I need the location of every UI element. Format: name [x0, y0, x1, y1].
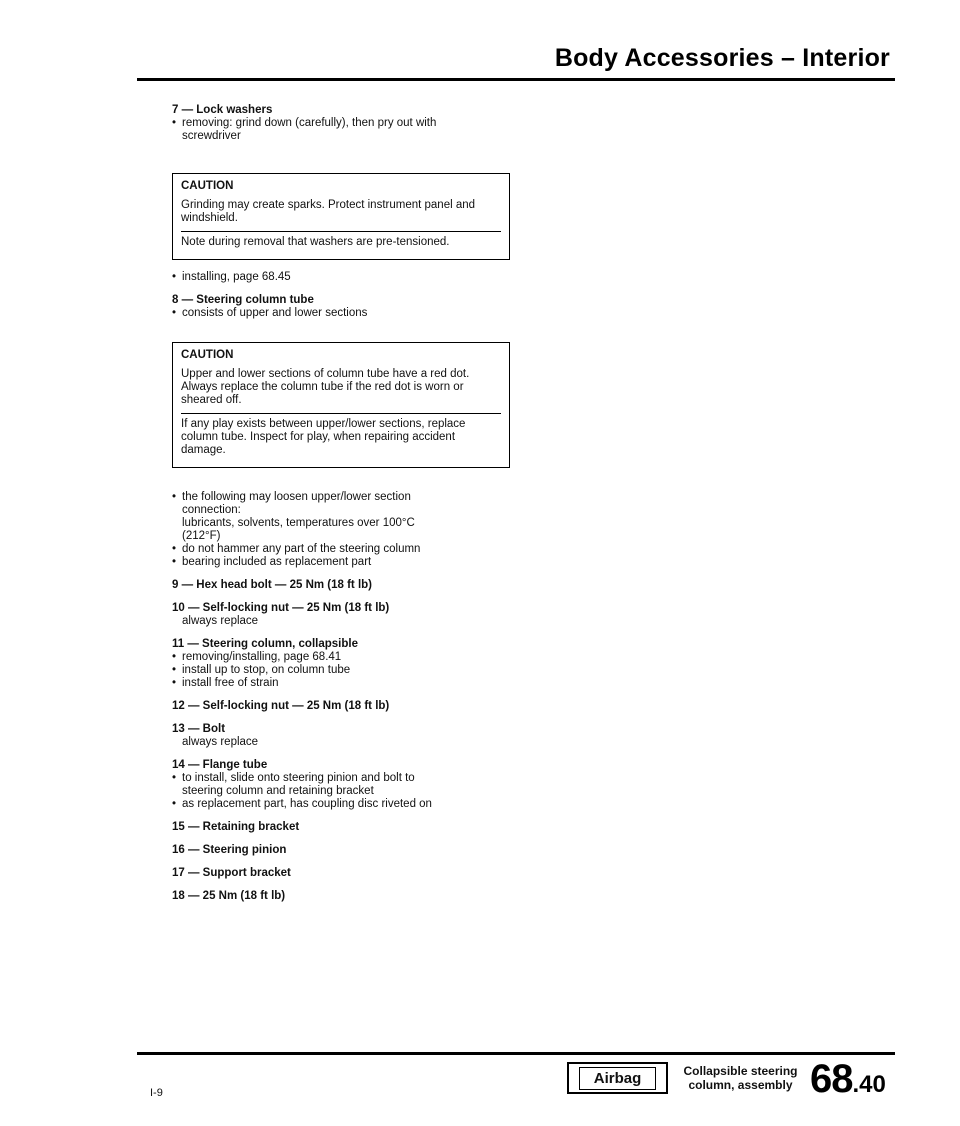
caution-2-title: CAUTION: [181, 349, 234, 361]
item-9-title: 9 — Hex head bolt — 25 Nm (18 ft lb): [172, 579, 373, 591]
item-14-bullet-1-line-1: to install, slide onto steering pinion and bolt to: [182, 772, 415, 784]
item-14-bullet-1: [172, 772, 517, 798]
footer-caption: [683, 1064, 798, 1092]
caution-2-text-2: If any play exists between upper/lower sections, replace column tube. Inspect for play, when repairing accident damage.: [181, 413, 501, 463]
item-8b-bullet-1: [172, 491, 517, 543]
caution-1-title: CAUTION: [181, 180, 234, 192]
item-8b-bullet-3: [172, 556, 517, 569]
item-8b-bullet-1-line-1: the following may loosen upper/lower section: [182, 491, 411, 503]
item-16-title: 16 — Steering pinion: [172, 844, 287, 856]
footer-caption-line-2: column, assembly: [688, 1078, 793, 1092]
footer-left-code: I-9: [150, 1087, 163, 1099]
section-tab-label: Airbag: [579, 1067, 657, 1090]
item-18-title: 18 — 25 Nm (18 ft lb): [172, 890, 286, 902]
item-11-bullet-2-text: install up to stop, on column tube: [182, 664, 351, 676]
item-11-bullet-3-text: install free of strain: [182, 677, 279, 689]
footer-rule: [137, 1052, 895, 1055]
item-7-bullet-1-line-1: removing: grind down (carefully), then pry out with: [182, 117, 437, 129]
item-11-bullet-2: [172, 664, 517, 677]
item-7: [172, 104, 517, 143]
item-12: [172, 700, 517, 713]
caution-1-text-1: Grinding may create sparks. Protect instrument panel and windshield.: [181, 199, 476, 224]
item-10: [172, 602, 517, 628]
caution-box-1: [172, 173, 510, 260]
item-8b-bullet-2-text: do not hammer any part of the steering column: [182, 543, 421, 555]
item-13: [172, 723, 517, 749]
items-list: [172, 491, 517, 913]
page-number-minor: .40: [852, 1071, 886, 1098]
item-7-bullet-1: [172, 117, 517, 143]
item-17-title: 17 — Support bracket: [172, 867, 291, 879]
item-8b-bullet-1-line-2: connection:: [182, 504, 241, 516]
header-rule: [137, 78, 895, 81]
section-tab: [567, 1062, 668, 1094]
item-16: [172, 844, 517, 857]
footer-caption-line-1: Collapsible steering: [683, 1064, 798, 1078]
item-13-title: 13 — Bolt: [172, 723, 226, 735]
item-11-bullet-1: [172, 651, 517, 664]
caution-1-text-2: Note during removal that washers are pre-tensioned.: [181, 231, 501, 255]
item-17: [172, 867, 517, 880]
item-10-title: 10 — Self-locking nut — 25 Nm (18 ft lb): [172, 602, 390, 614]
item-8-bullet-1-text: consists of upper and lower sections: [182, 307, 368, 319]
item-15: [172, 821, 517, 834]
item-11-bullet-3: [172, 677, 517, 690]
item-14-bullet-1-line-2: steering column and retaining bracket: [182, 785, 374, 797]
item-8-continued: [172, 491, 517, 569]
item-15-title: 15 — Retaining bracket: [172, 821, 300, 833]
item-8b-bullet-2: [172, 543, 517, 556]
item-7-installing-ref: [172, 271, 517, 284]
item-8-block: [172, 271, 517, 320]
caution-2-text-1: Upper and lower sections of column tube have a red dot. Always replace the column tube if the red dot is worn or sheared off.: [181, 368, 470, 406]
item-14-title: 14 — Flange tube: [172, 759, 268, 771]
item-7-title: 7 — Lock washers: [172, 104, 273, 116]
item-11-bullet-1-text: removing/installing, page 68.41: [182, 651, 342, 663]
item-13-line-1: always replace: [182, 736, 259, 748]
item-8-bullet-1: [172, 307, 517, 320]
page-number-major: 68: [810, 1057, 853, 1101]
item-14: [172, 759, 517, 811]
item-7-installing-text: installing, page 68.45: [182, 271, 291, 283]
caution-box-2: [172, 342, 510, 468]
item-12-title: 12 — Self-locking nut — 25 Nm (18 ft lb): [172, 700, 390, 712]
item-8-title: 8 — Steering column tube: [172, 294, 314, 306]
item-7-bullet-1-line-2: screwdriver: [182, 130, 241, 142]
item-8b-bullet-3-text: bearing included as replacement part: [182, 556, 372, 568]
page-number: [810, 1057, 886, 1102]
item-14-bullet-2: [172, 798, 517, 811]
item-14-bullet-2-text: as replacement part, has coupling disc riveted on: [182, 798, 432, 810]
item-11: [172, 638, 517, 690]
item-8b-bullet-1-line-4: (212°F): [182, 530, 221, 542]
item-10-line-1: always replace: [182, 615, 259, 627]
item-11-title: 11 — Steering column, collapsible: [172, 638, 358, 650]
item-18: [172, 890, 517, 903]
item-8b-bullet-1-line-3: lubricants, solvents, temperatures over 100°C: [182, 517, 415, 529]
item-9: [172, 579, 517, 592]
page-header-title: Body Accessories – Interior: [554, 44, 890, 72]
